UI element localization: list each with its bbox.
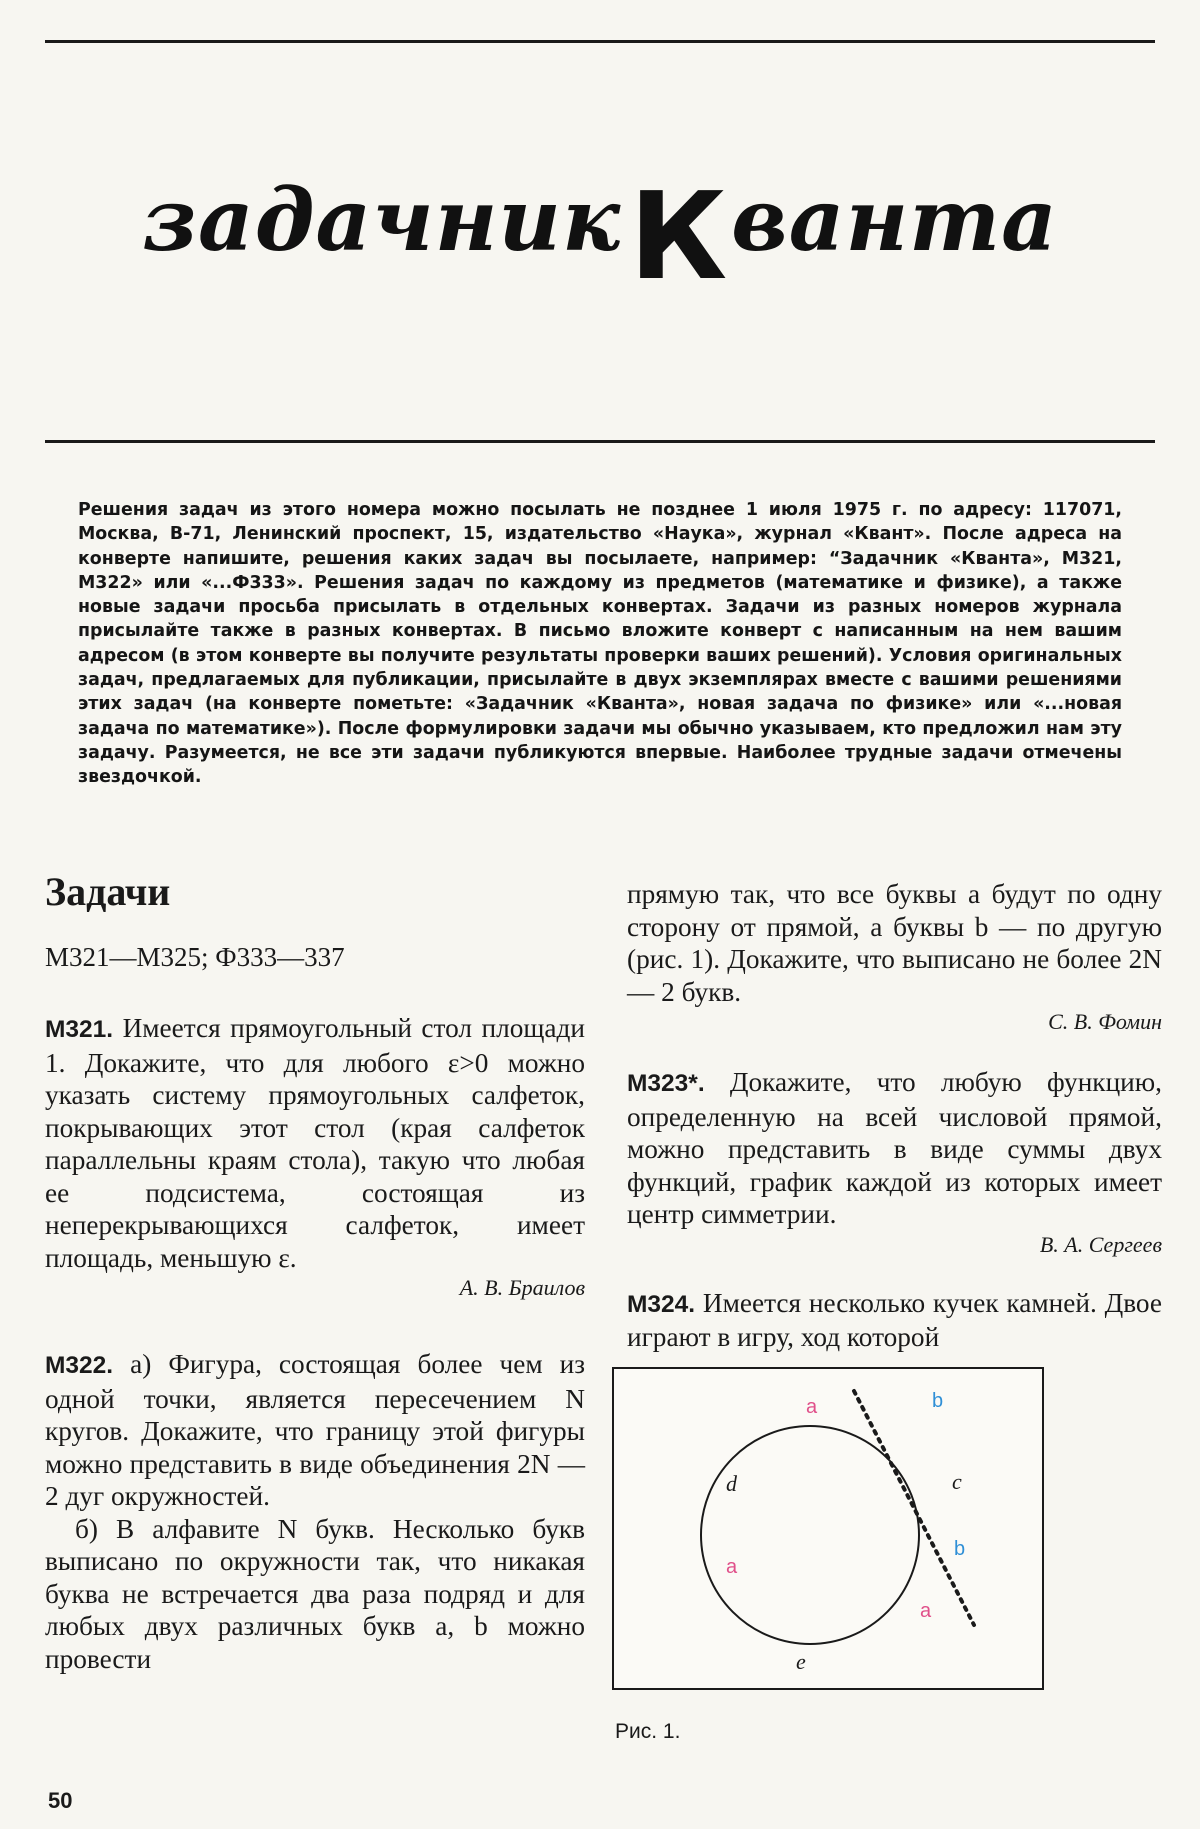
problem-m322 xyxy=(45,1348,585,1513)
kvant-logo-letter: К xyxy=(629,168,728,307)
problem-number: М322. xyxy=(45,1352,114,1379)
bottom-rule xyxy=(45,440,1155,443)
problem-author: С. В. Фомин xyxy=(1048,1009,1162,1034)
figure-caption: Рис. 1. xyxy=(615,1720,681,1743)
section-heading xyxy=(0,168,1200,307)
problem-m321 xyxy=(45,1012,585,1274)
problem-author: В. А. Сергеев xyxy=(1039,1231,1162,1257)
page-number: 50 xyxy=(48,1788,73,1813)
top-rule xyxy=(45,40,1155,43)
label-a: a xyxy=(726,1556,738,1578)
circle xyxy=(701,1426,919,1644)
problem-m322-continuation: прямую так, что все буквы a будут по одну сторону от прямой, а буквы b — по другую (рис. 1). Докажите, что выписано не более 2N — 2 букв. xyxy=(627,879,1162,1007)
problem-text: Имеется несколько кучек камней. Двое играют в игру, ход которой xyxy=(627,1287,1163,1352)
problem-author: А. В. Браилов xyxy=(459,1275,585,1300)
label-b: b xyxy=(954,1538,966,1560)
label-e: e xyxy=(796,1649,806,1674)
problem-text: Докажите, что любую функцию, определенную на всей числовой прямой, можно представить в виде суммы двух функций, график каждой из которых имеет центр симметрии. xyxy=(627,1067,1162,1229)
problem-part-b: б) В алфавите N букв. Несколько букв выписано по окружности так, что никакая буква не встречается два раза подряд и для любых двух различных букв a, b можно провести xyxy=(45,1513,585,1674)
label-d: d xyxy=(726,1471,737,1496)
label-b: b xyxy=(932,1390,944,1412)
problem-m324 xyxy=(627,1287,1162,1354)
heading-word-1: задачник xyxy=(142,170,622,271)
problem-number: М321. xyxy=(45,1016,114,1043)
problem-text: Имеется прямоугольный стол площади 1. Докажите, что для любого ε>0 можно указать систему прямоугольных салфеток, покрывающих этот стол (края салфеток параллельны краям стола), такую что любая ее подсистема, состоящая из неперекрывающихся салфеток, имеет площадь, меньшую ε. xyxy=(45,1013,585,1273)
section-title: Задачи xyxy=(45,869,171,914)
dotted-separating-line xyxy=(854,1391,974,1625)
figure-diagram xyxy=(614,1369,1042,1688)
label-a: a xyxy=(806,1396,818,1418)
heading-word-2: ванта xyxy=(731,170,1058,271)
label-a: a xyxy=(920,1600,932,1622)
problem-number: М324. xyxy=(627,1290,696,1318)
right-column xyxy=(627,878,1162,1354)
figure-1 xyxy=(612,1367,1044,1690)
problem-part-a: а) Фигура, состоящая более чем из одной точки, является пересечением N кругов. Докажите, что границу этой фигуры можно представить в виде объединения 2N — 2 дуг окружностей. xyxy=(45,1349,585,1511)
submission-notice: Решения задач из этого номера можно посылать не позднее 1 июля 1975 г. по адресу: 117071, Москва, В-71, Ленинский проспект, 15, издательство «Наука», журнал «Квант». После адреса на конверте напишите, решения каких задач вы посылаете, например: “Задачник «Кванта», М321, М322» или «...Ф333». Решения задач по каждому из предметов (математике и физике), а также новые задачи просьба присылать в отдельных конвертах. Задачи из разных номеров журнала присылайте также в разных конвертах. В письмо вложите конверт с написанным на нем вашим адресом (в этом конверте вы получите результаты проверки ваших решений). Условия оригинальных задач, предлагаемых для публикации, присылайте в двух экземплярах вместе с вашими решениями этих задач (на конверте пометьте: «Задачник «Кванта», новая задача по физике» или «...новая задача по математике»). После формулировки задачи мы обычно указываем, кто предложил нам эту задачу. Разумеется, не все эти задачи публикуются впервые. Наиболее трудные задачи отмечены звездочкой. xyxy=(78,500,1122,788)
problem-m323 xyxy=(627,1066,1162,1231)
problem-number: М323*. xyxy=(627,1070,705,1097)
label-c: c xyxy=(952,1469,962,1494)
left-column xyxy=(45,868,585,1675)
problem-range: М321—М325; Ф333—337 xyxy=(45,942,345,972)
